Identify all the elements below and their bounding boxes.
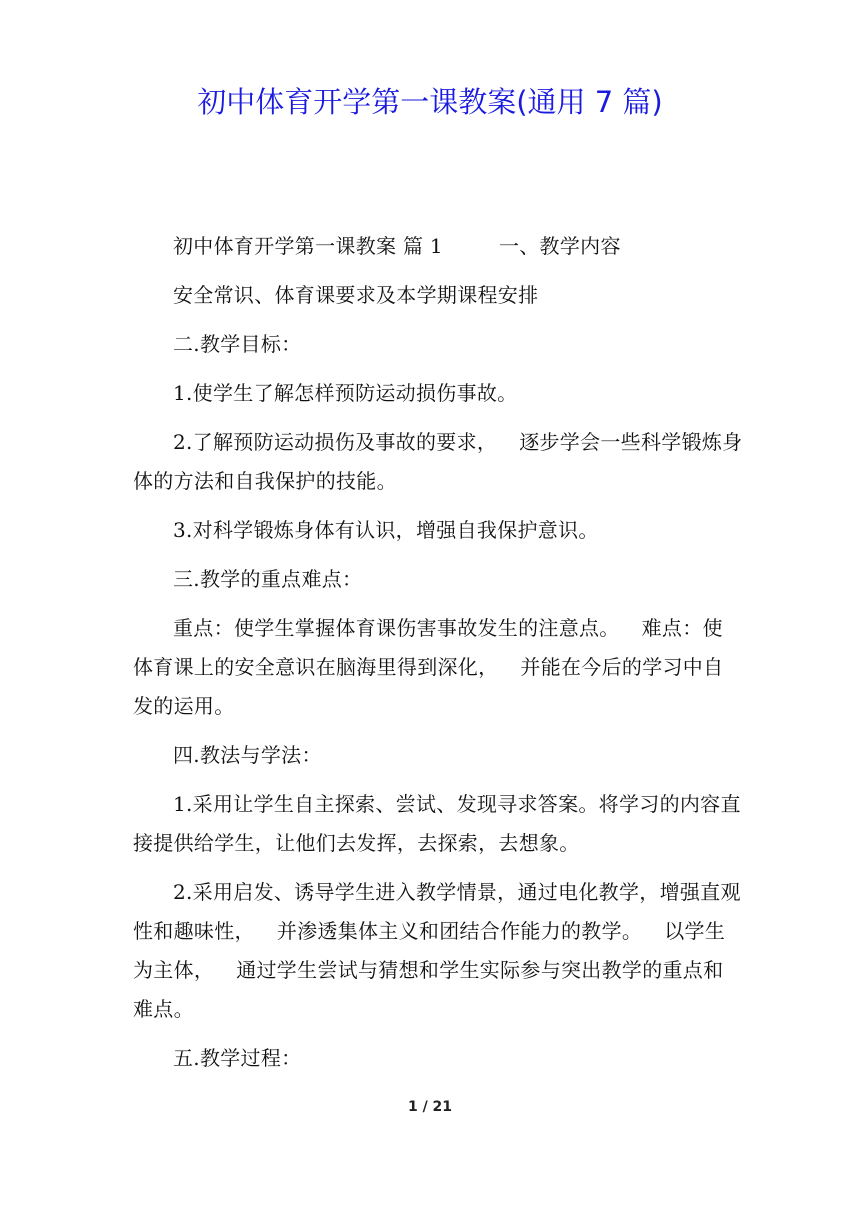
text-span: 2.了解预防运动损伤及事故的要求， (173, 430, 498, 454)
text-span: 难点：使体育课上的安全意识在脑海里得到深化， (133, 616, 723, 679)
text-span: 并能在今后的学习中自发的运用。 (133, 655, 724, 718)
document-title: 初中体育开学第一课教案(通用 7 篇) (197, 85, 663, 119)
lesson-heading: 初中体育开学第一课教案 篇 1 (173, 234, 443, 258)
text-span: 重点：使学生掌握体育课伤害事故发生的注意点。 (173, 616, 620, 640)
paragraph: 3.对科学锻炼身体有认识，增强自我保护意识。 (173, 518, 599, 542)
text-span: 2.采用启发、诱导学生进入教学情景，通过电化教学，增强直观性和趣味性， (133, 880, 741, 943)
text-span: 通过学生尝试与猜想和学生实际参与突出教学的重点和难点。 (133, 958, 724, 1021)
paragraph (133, 423, 743, 501)
document-body (133, 227, 743, 1088)
section-heading: 一、教学内容 (498, 234, 621, 258)
page-number: 1 / 21 (407, 1099, 453, 1115)
section-heading: 五.教学过程： (173, 1046, 302, 1070)
paragraph: 1.使学生了解怎样预防运动损伤事故。 (173, 381, 518, 405)
section-heading: 四.教法与学法： (173, 743, 322, 767)
section-heading: 二.教学目标： (173, 332, 302, 356)
paragraph (133, 609, 743, 726)
text-span: 逐步学会一些科学锻炼身体的方法和自我保护的技能。 (133, 430, 743, 493)
text-span: 并渗透集体主义和团结合作能力的教学。 (276, 919, 643, 943)
paragraph: 1.采用让学生自主探索、尝试、发现寻求答案。将学习的内容直接提供给学生，让他们去发挥，去探索，去想象。 (133, 792, 741, 855)
paragraph (133, 873, 743, 1029)
section-heading: 三.教学的重点难点： (173, 567, 363, 591)
paragraph (133, 227, 743, 266)
paragraph: 安全常识、体育课要求及本学期课程安排 (173, 283, 539, 307)
text-span: 以学生为主体， (133, 919, 726, 982)
